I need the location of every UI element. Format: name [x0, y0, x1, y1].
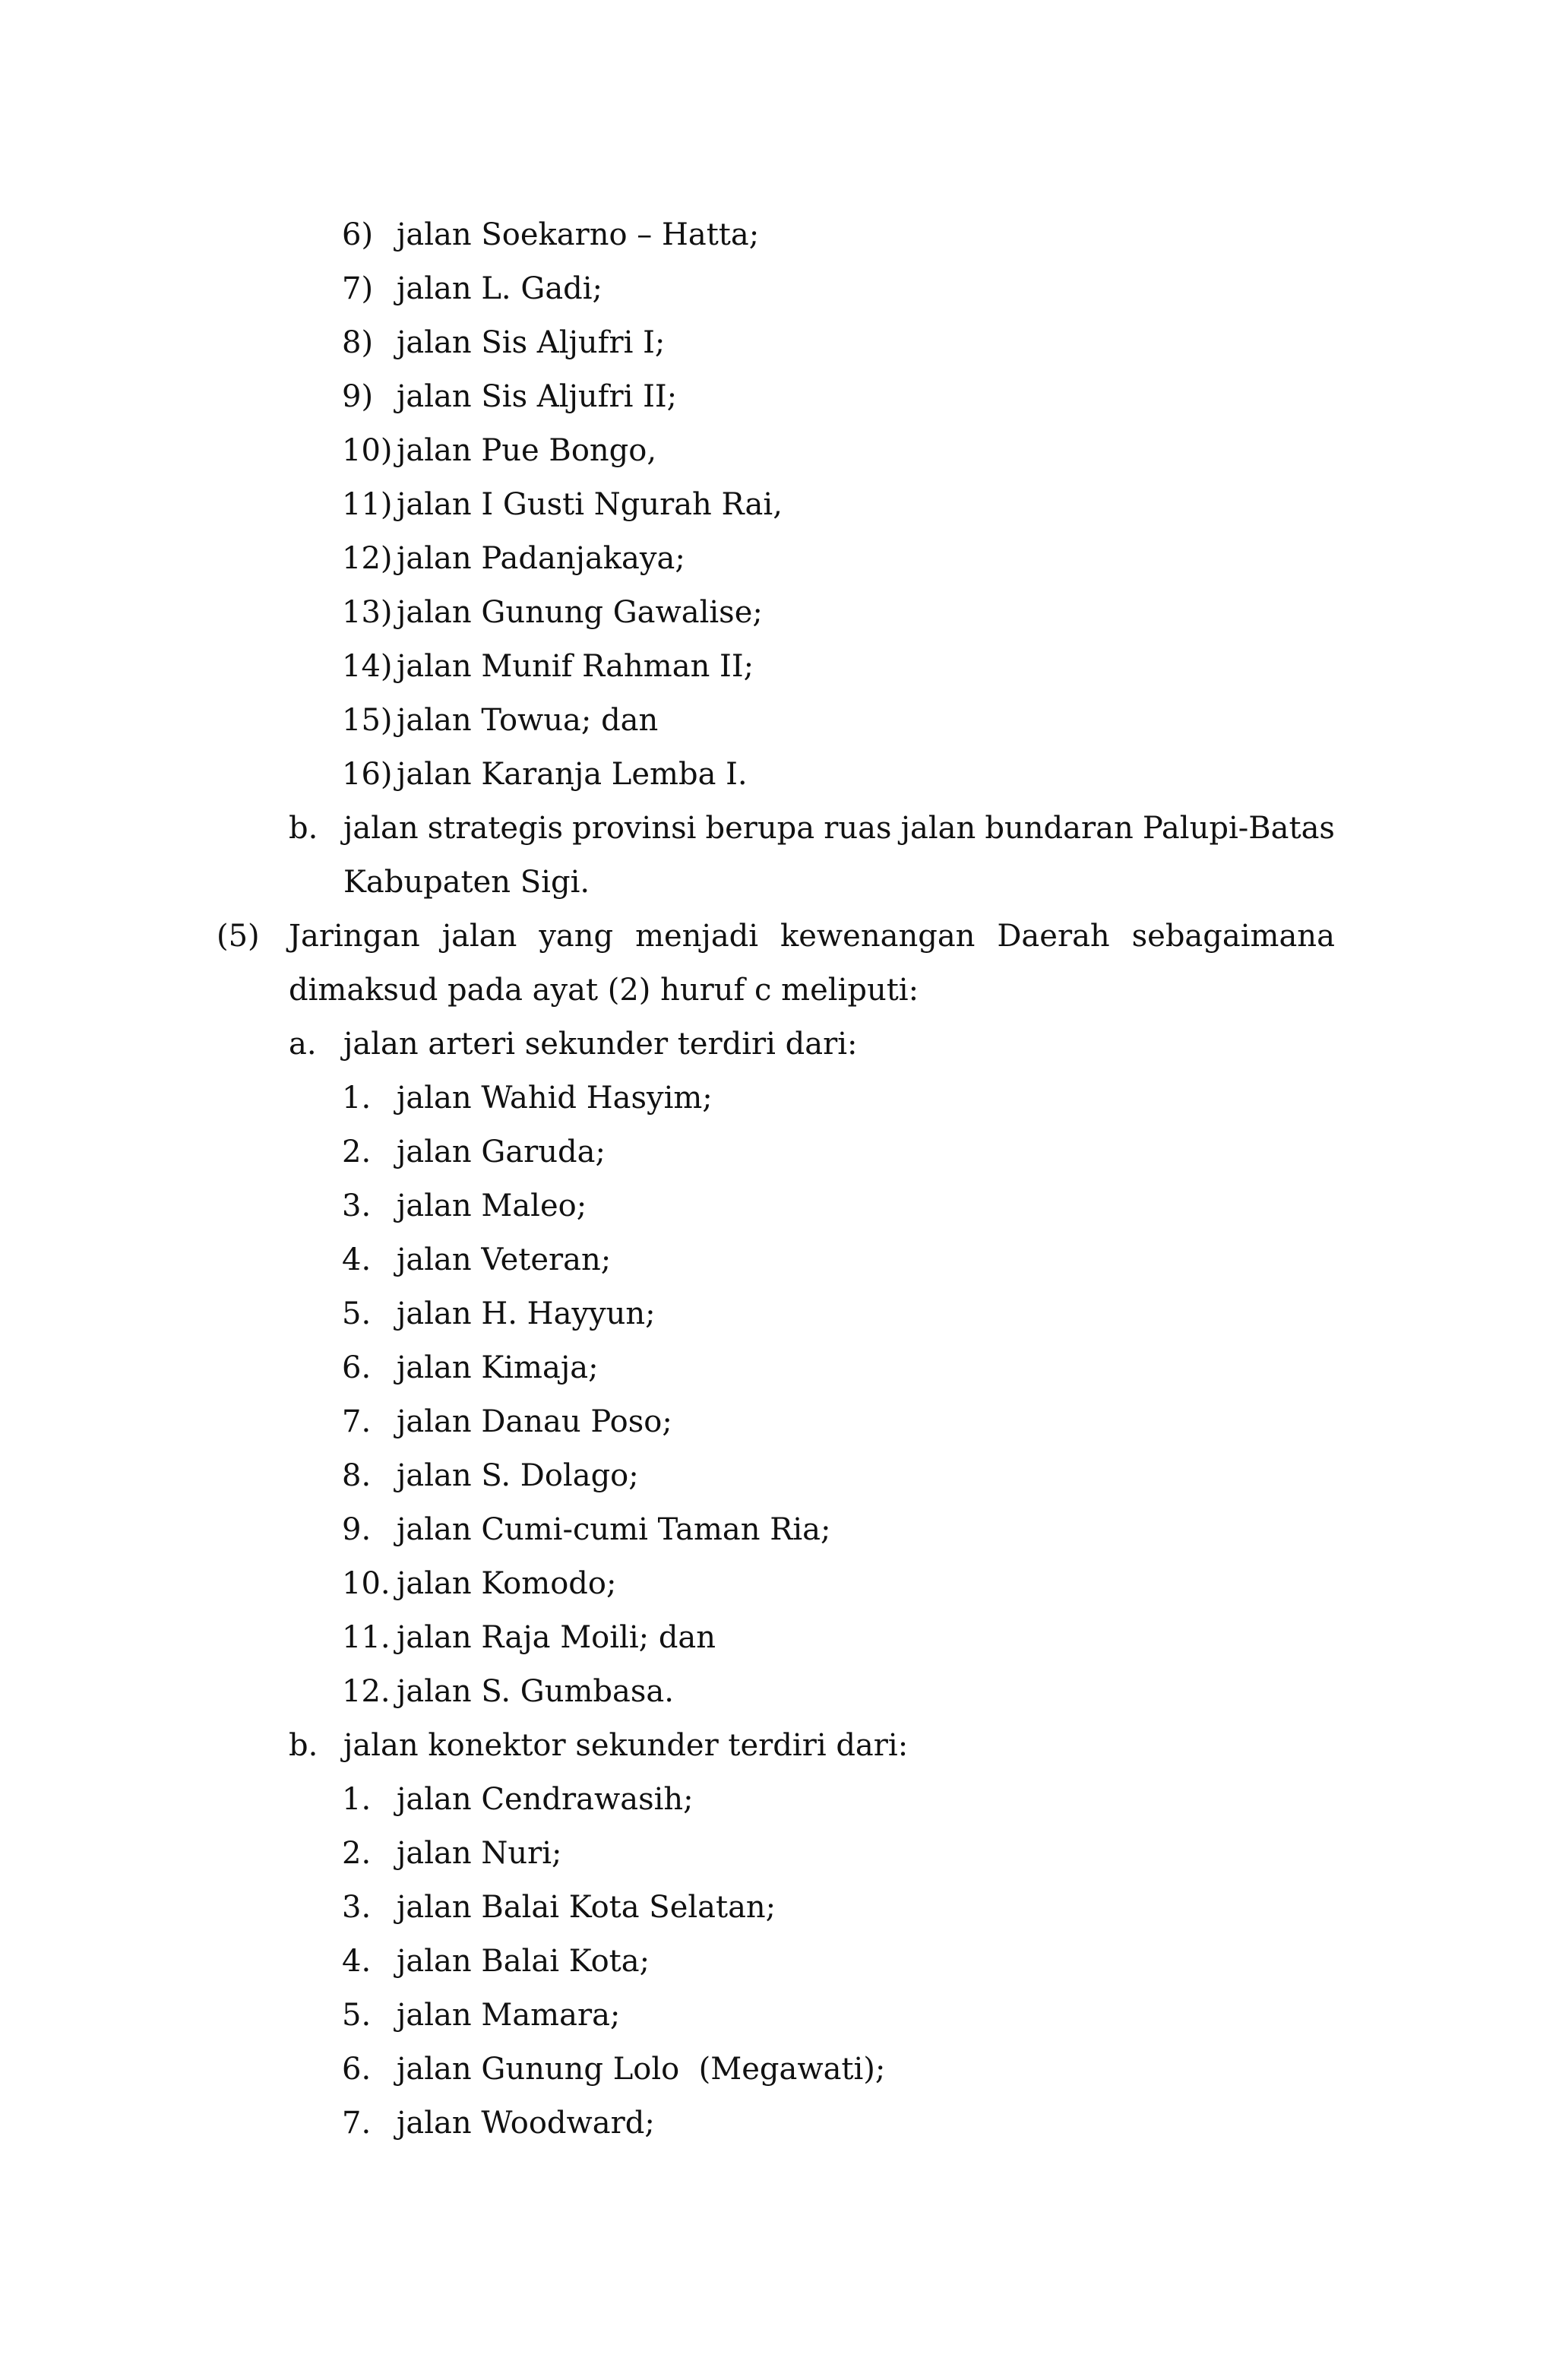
list-item-text: jalan Cumi-cumi Taman Ria;	[397, 1512, 831, 1547]
list-item-text: jalan Wahid Hasyim;	[397, 1081, 713, 1116]
list-item-text: jalan Cendrawasih;	[397, 1782, 694, 1817]
list-item-number: 7)	[342, 271, 374, 306]
list-item-number: 11.	[342, 1620, 391, 1655]
list-item-text: jalan Munif Rahman II;	[397, 649, 754, 684]
word: provinsi	[572, 811, 697, 846]
word: bundaran	[985, 811, 1134, 846]
list-item-number: 12)	[342, 541, 393, 576]
list-item	[0, 1503, 1556, 1557]
list-item	[0, 1287, 1556, 1341]
word: berupa	[705, 811, 815, 846]
list-item-text: jalan Kimaja;	[397, 1350, 599, 1385]
list-item-text: jalan Gunung Gawalise;	[397, 595, 763, 630]
list-item-text: jalan S. Gumbasa.	[397, 1674, 674, 1709]
list-item-number: 7.	[342, 2106, 372, 2141]
list-item-number: 3.	[342, 1188, 372, 1223]
list-item-text: jalan Balai Kota Selatan;	[397, 1890, 776, 1925]
list-item-text: jalan H. Hayyun;	[397, 1296, 656, 1331]
list-item	[0, 694, 1556, 748]
list-item	[0, 1449, 1556, 1503]
list-item-text: jalan Towua; dan	[397, 703, 659, 738]
sub-item-text: jalan konektor sekunder terdiri dari:	[343, 1728, 909, 1763]
list-item-number: 12.	[342, 1674, 391, 1709]
list-item-number: 6)	[342, 217, 374, 252]
word: jalan	[900, 811, 976, 846]
paragraph-5	[0, 910, 1556, 964]
list-item	[0, 1179, 1556, 1233]
list-item-number: 6.	[342, 2052, 372, 2087]
list-item-text: jalan I Gusti Ngurah Rai,	[397, 487, 783, 522]
word: Palupi-Batas	[1142, 811, 1335, 846]
list-item-number: 1.	[342, 1081, 372, 1116]
list-item	[0, 2043, 1556, 2097]
list-item	[0, 1341, 1556, 1395]
paragraph-number: (5)	[217, 919, 260, 954]
list-item-number: 2.	[342, 1135, 372, 1169]
word: jalan	[441, 919, 517, 954]
list-item	[0, 1125, 1556, 1179]
list-item	[0, 208, 1556, 262]
list-item-text: jalan Danau Poso;	[397, 1404, 672, 1439]
sub-item-text: Kabupaten Sigi.	[343, 865, 590, 900]
list-item	[0, 1773, 1556, 1827]
list-item	[0, 586, 1556, 640]
list-item-text: jalan Nuri;	[397, 1836, 562, 1871]
list-item-number: 11)	[342, 487, 393, 522]
sub-item-b-continuation	[0, 856, 1556, 910]
word: menjadi	[635, 919, 759, 954]
list-item-number: 4.	[342, 1944, 372, 1979]
list-item-text: jalan Garuda;	[397, 1135, 606, 1169]
list-item	[0, 370, 1556, 424]
list-item	[0, 1881, 1556, 1935]
list-item-text: jalan Mamara;	[397, 1998, 621, 2033]
list-item	[0, 1557, 1556, 1611]
word: kewenangan	[780, 919, 976, 954]
list-item-text: jalan Soekarno – Hatta;	[397, 217, 760, 252]
word: ruas	[824, 811, 892, 846]
list-item	[0, 1395, 1556, 1449]
list-item-text: jalan Karanja Lemba I.	[397, 757, 748, 792]
list-item-number: 3.	[342, 1890, 372, 1925]
list-item	[0, 2097, 1556, 2151]
list-item-number: 9)	[342, 379, 374, 414]
list-item-text: jalan Gunung Lolo (Megawati);	[397, 2052, 886, 2087]
sub-item-letter: a.	[289, 1027, 317, 1062]
list-item-number: 6.	[342, 1350, 372, 1385]
list-item-text: jalan Sis Aljufri II;	[397, 379, 678, 414]
list-item-number: 4.	[342, 1242, 372, 1277]
list-item-number: 7.	[342, 1404, 372, 1439]
list-item	[0, 1827, 1556, 1881]
list-item-number: 16)	[342, 757, 393, 792]
paragraph-text-justified	[289, 910, 1335, 964]
paragraph-5-continuation	[0, 964, 1556, 1018]
list-item-text: jalan S. Dolago;	[397, 1458, 639, 1493]
list-item-number: 9.	[342, 1512, 372, 1547]
list-item-number: 14)	[342, 649, 393, 684]
list-item-text: jalan Pue Bongo,	[397, 433, 657, 468]
list-item	[0, 424, 1556, 478]
list-item-number: 8)	[342, 325, 374, 360]
sub-item-text-justified	[343, 802, 1335, 856]
word: sebagaimana	[1131, 919, 1335, 954]
list-item-number: 8.	[342, 1458, 372, 1493]
list-item-number: 13)	[342, 595, 393, 630]
list-item-text: jalan Komodo;	[397, 1566, 617, 1601]
list-item	[0, 748, 1556, 802]
sub-item-letter: b.	[289, 811, 318, 846]
list-item-number: 2.	[342, 1836, 372, 1871]
sub-item-letter: b.	[289, 1728, 318, 1763]
list-item	[0, 1233, 1556, 1287]
list-item	[0, 532, 1556, 586]
list-item-text: jalan Balai Kota;	[397, 1944, 650, 1979]
sub-item-b	[0, 1719, 1556, 1773]
list-item	[0, 1611, 1556, 1665]
list-item	[0, 1071, 1556, 1125]
word: Daerah	[997, 919, 1110, 954]
sub-item-b	[0, 802, 1556, 856]
list-item-number: 5.	[342, 1296, 372, 1331]
list-item-text: jalan L. Gadi;	[397, 271, 603, 306]
list-item-text: jalan Veteran;	[397, 1242, 612, 1277]
list-item	[0, 478, 1556, 532]
word: yang	[539, 919, 614, 954]
list-item-number: 15)	[342, 703, 393, 738]
list-item	[0, 316, 1556, 370]
list-item-text: jalan Maleo;	[397, 1188, 587, 1223]
list-item	[0, 1665, 1556, 1719]
list-item-text: jalan Woodward;	[397, 2106, 655, 2141]
paragraph-text: dimaksud pada ayat (2) huruf c meliputi:	[289, 973, 919, 1008]
list-item	[0, 1935, 1556, 1989]
list-item-text: jalan Raja Moili; dan	[397, 1620, 716, 1655]
list-item-number: 5.	[342, 1998, 372, 2033]
word: strategis	[427, 811, 564, 846]
list-item	[0, 640, 1556, 694]
list-item-number: 1.	[342, 1782, 372, 1817]
list-item	[0, 1989, 1556, 2043]
list-item	[0, 262, 1556, 316]
list-item-text: jalan Sis Aljufri I;	[397, 325, 666, 360]
list-item-number: 10.	[342, 1566, 391, 1601]
word: Jaringan	[289, 919, 420, 954]
sub-item-text: jalan arteri sekunder terdiri dari:	[343, 1027, 858, 1062]
sub-item-a	[0, 1018, 1556, 1071]
list-item-number: 10)	[342, 433, 393, 468]
word: jalan	[343, 811, 419, 846]
list-item-text: jalan Padanjakaya;	[397, 541, 685, 576]
